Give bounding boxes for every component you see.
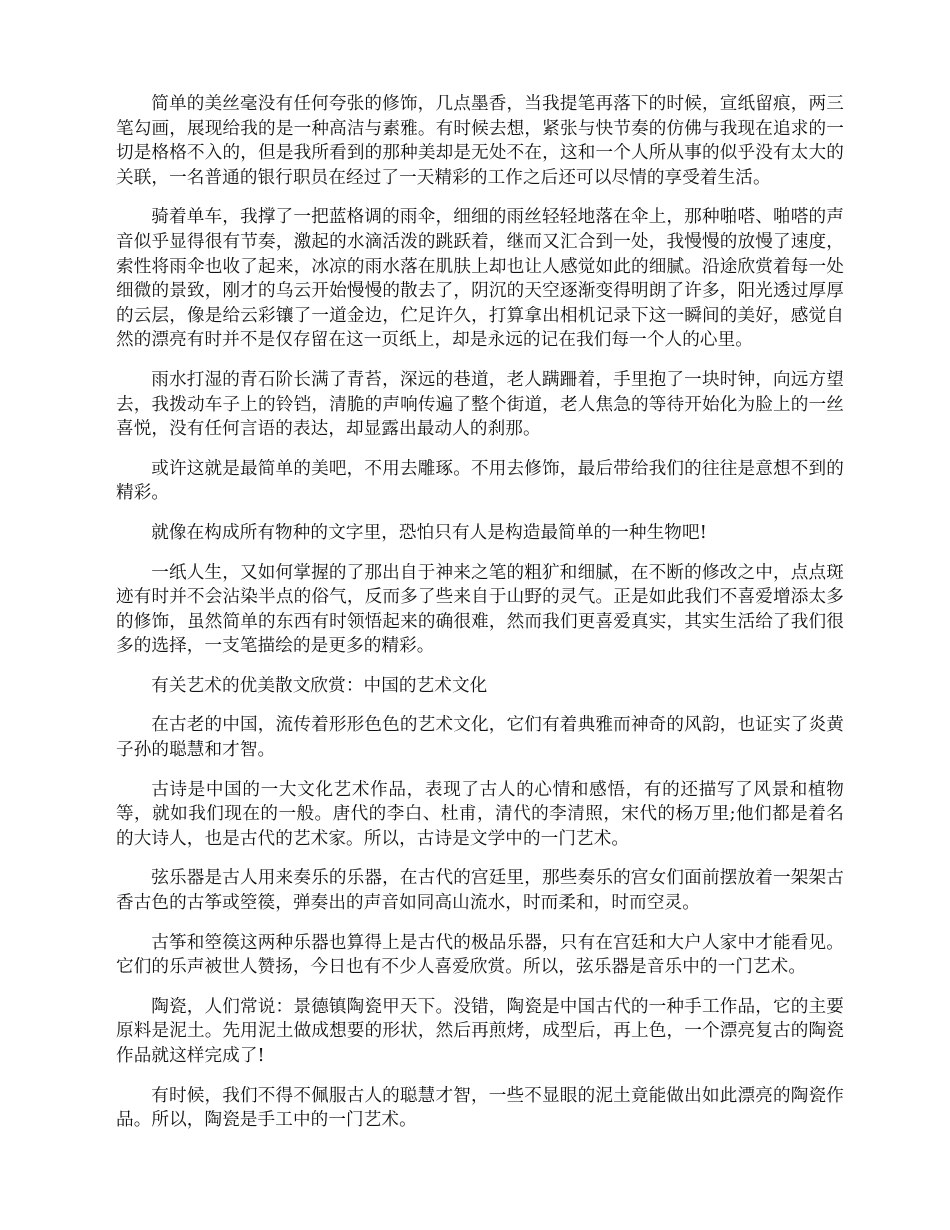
paragraph-7: 在古老的中国，流传着形形色色的艺术文化，它们有着典雅而神奇的风韵，也证实了炎黄子孙的聪慧和才智。 [116,715,844,761]
paragraph-10: 古筝和箜篌这两种乐器也算得上是古代的极品乐器，只有在宫廷和大户人家中才能看见。它们的乐声被世人赞扬，今日也有不少人喜爱欣赏。所以，弦乐器是音乐中的一门艺术。 [116,932,844,978]
paragraph-8: 古诗是中国的一大文化艺术作品，表现了古人的心情和感悟，有的还描写了风景和植物等，就如我们现在的一般。唐代的李白、杜甫，清代的李清照，宋代的杨万里;他们都是着名的大诗人，也是古代的艺术家。所以，古诗是文学中的一门艺术。 [116,779,844,849]
paragraph-9: 弦乐器是古人用来奏乐的乐器，在古代的宫廷里，那些奏乐的宫女们面前摆放着一架架古香古色的古筝或箜篌，弹奏出的声音如同高山流水，时而柔和，时而空灵。 [116,868,844,914]
paragraph-6: 一纸人生，又如何掌握的了那出自于神来之笔的粗犷和细腻，在不断的修改之中，点点斑迹有时并不会沾染半点的俗气，反而多了些来自于山野的灵气。正是如此我们不喜爱增添太多的修饰，虽然简单的东西有时领悟起来的确很难，然而我们更喜爱真实，其实生活给了我们很多的选择，一支笔描绘的是更多的精彩。 [116,562,844,657]
paragraph-4: 或许这就是最简单的美吧，不用去雕琢。不用去修饰，最后带给我们的往往是意想不到的精彩。 [116,458,844,504]
paragraph-12: 有时候，我们不得不佩服古人的聪慧才智，一些不显眼的泥土竟能做出如此漂亮的陶瓷作品。所以，陶瓷是手工中的一门艺术。 [116,1085,844,1131]
paragraph-2: 骑着单车，我撑了一把蓝格调的雨伞，细细的雨丝轻轻地落在伞上，那种啪嗒、啪嗒的声音似乎显得很有节奏，激起的水滴活泼的跳跃着，继而又汇合到一处，我慢慢的放慢了速度，索性将雨伞也收了起来，冰凉的雨水落在肌肤上却也让人感觉如此的细腻。沿途欣赏着每一处细微的景致，刚才的乌云开始慢慢的散去了，阴沉的天空逐渐变得明朗了许多，阳光透过厚厚的云层，像是给云彩镶了一道金边，伫足许久，打算拿出相机记录下这一瞬间的美好，感觉自然的漂亮有时并不是仅存留在这一页纸上，却是永远的记在我们每一个人的心里。 [116,207,844,351]
document-body [116,92,844,1148]
paragraph-1: 简单的美丝毫没有任何夸张的修饰，几点墨香，当我提笔再落下的时候，宣纸留痕，两三笔勾画，展现给我的是一种高洁与素雅。有时候去想，紧张与快节奏的仿佛与我现在追求的一切是格格不入的，但是我所看到的那种美却是无处不在，这和一个人所从事的似乎没有太大的关联，一名普通的银行职员在经过了一天精彩的工作之后还可以尽情的享受着生活。 [116,94,844,188]
paragraph-5: 就像在构成所有物种的文字里，恐怕只有人是构造最简单的一种生物吧! [151,522,707,543]
paragraph-11: 陶瓷，人们常说：景德镇陶瓷甲天下。没错，陶瓷是中国古代的一种手工作品，它的主要原料是泥土。先用泥土做成想要的形状，然后再煎烤，成型后，再上色，一个漂亮复古的陶瓷作品就这样完成了! [116,996,844,1066]
section-heading: 有关艺术的优美散文欣赏：中国的艺术文化 [151,675,488,696]
paragraph-3: 雨水打湿的青石阶长满了青苔，深远的巷道，老人蹒跚着，手里抱了一块时钟，向远方望去，我拨动车子上的铃铛，清脆的声响传遍了整个街道，老人焦急的等待开始化为脸上的一丝喜悦，没有任何言语的表达，却显露出最动人的刹那。 [116,369,844,440]
